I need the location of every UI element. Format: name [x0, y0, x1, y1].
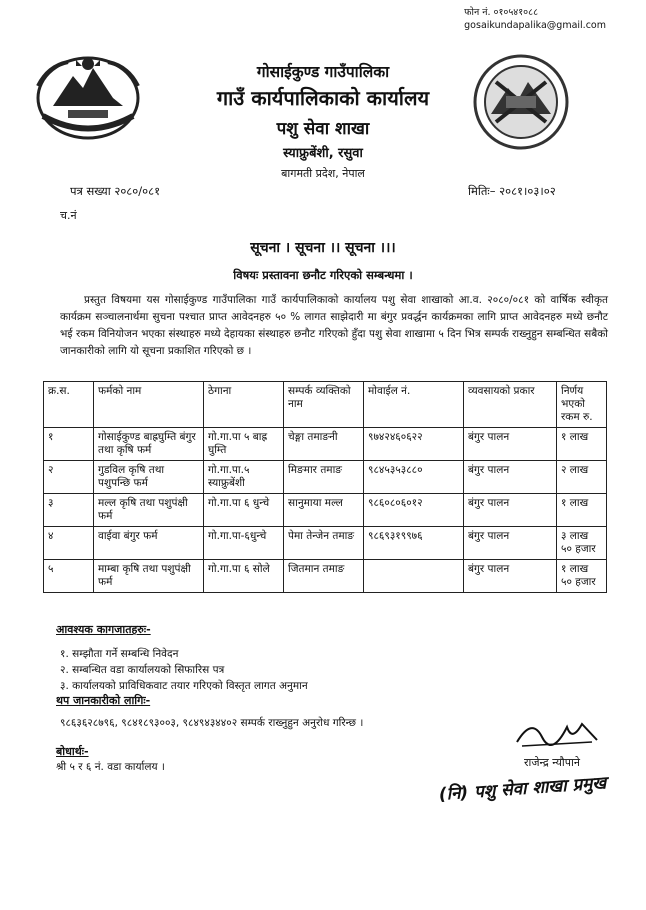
- table-cell: जितमान तमाङ: [284, 560, 364, 593]
- list-item: १. सम्झौता गर्ने सम्बन्धि निवेदन: [60, 648, 179, 660]
- table-cell: बंगुर पालन: [464, 494, 557, 527]
- table-cell: १ लाख ५० हजार: [557, 560, 607, 593]
- notice-title: सूचना । सूचना ।। सूचना ।।।: [250, 240, 396, 256]
- table-cell: गो.गा.पा ५ बाह्र घुम्ति: [204, 428, 284, 461]
- table-cell: ९८४५३५३८८०: [364, 461, 464, 494]
- subject-line: विषयः प्रस्तावना छनौट गरिएको सम्बन्धमा ।: [233, 268, 413, 282]
- list-item: २. सम्बन्धित वडा कार्यालयको सिफारिस पत्र: [60, 664, 225, 676]
- table-header-cell: क्र.स.: [44, 382, 94, 428]
- municipality-name: गोसाईकुण्ड गाउँपालिका: [256, 63, 390, 81]
- table-cell: ४: [44, 527, 94, 560]
- table-cell: १: [44, 428, 94, 461]
- table-header-cell: सम्पर्क व्यक्तिको नाम: [284, 382, 364, 428]
- email-address: gosaikundapalika@gmail.com: [464, 20, 606, 31]
- table-row: [44, 560, 607, 593]
- table-cell: माम्बा कृषि तथा पशुपंक्षी फर्म: [94, 560, 204, 593]
- contact-block: [464, 6, 606, 32]
- table-cell: गो.गा.पा ६ धुन्चे: [204, 494, 284, 527]
- province-name: बागमती प्रदेश, नेपाल: [281, 167, 365, 180]
- branch-name: पशु सेवा शाखा: [276, 119, 370, 139]
- table-cell: ५: [44, 560, 94, 593]
- requirements-list: [60, 646, 308, 694]
- table-row: [44, 461, 607, 494]
- table-header-cell: निर्णय भएको रकम रु.: [557, 382, 607, 428]
- table-cell: १ लाख: [557, 428, 607, 461]
- table-row: [44, 428, 607, 461]
- table-cell: ३ लाख ५० हजार: [557, 527, 607, 560]
- more-info-text: ९८६३६२८७९६, ९८४१८९३००३, ९८४९४३४४०२ सम्पर्क राख्नुहुन अनुरोध गरिन्छ ।: [60, 717, 364, 729]
- table-header-cell: फर्मको नाम: [94, 382, 204, 428]
- table-cell: चेङ्गा तमाङनी: [284, 428, 364, 461]
- table-cell: ९८६९३१९९७६: [364, 527, 464, 560]
- table-row: [44, 527, 607, 560]
- table-cell: बंगुर पालन: [464, 428, 557, 461]
- table-cell: ३: [44, 494, 94, 527]
- letter-date: मितिः– २०८१।०३।०२: [468, 184, 556, 198]
- table-cell: १ लाख: [557, 494, 607, 527]
- table-cell: २ लाख: [557, 461, 607, 494]
- info-to-text: श्री ५ र ६ नं. वडा कार्यालय ।: [56, 761, 165, 773]
- table-cell: बंगुर पालन: [464, 560, 557, 593]
- table-cell: वाईवा बंगुर फर्म: [94, 527, 204, 560]
- signatory-title: (नि) पशु सेवा शाखा प्रमुख: [438, 773, 607, 805]
- table-cell: २: [44, 461, 94, 494]
- table-header-cell: मोवाईल नं.: [364, 382, 464, 428]
- table-header-row: [44, 382, 607, 428]
- table-row: [44, 494, 607, 527]
- table-cell: पेमा तेन्जेन तमाङ: [284, 527, 364, 560]
- table-cell: [364, 560, 464, 593]
- selected-firms-table: [43, 381, 607, 593]
- list-item: ३. कार्यालयको प्राविधिकवाट तयार गरिएको विस्तृत लागत अनुमान: [60, 680, 308, 692]
- table-cell: गो.गा.पा-६धुन्चे: [204, 527, 284, 560]
- table-cell: गो.गा.पा ६ सोले: [204, 560, 284, 593]
- table-cell: बंगुर पालन: [464, 527, 557, 560]
- signatory-name: राजेन्द्र न्यौपाने: [524, 756, 580, 769]
- table-cell: मल्ल कृषि तथा पशुपंक्षी फर्म: [94, 494, 204, 527]
- table-cell: ९८६०८०६०१२: [364, 494, 464, 527]
- notice-body: प्रस्तुत विषयमा यस गोसाईकुण्ड गाउँपालिका गाउँ कार्यपालिकाको कार्यालय पशु सेवा शाखाको आ.व. २०८०/०८१ को वार्षिक स्वीकृत कार्यक्रम सञ्चालनार्थमा सुचना पश्चात प्राप्त आवेदनहरु ५० % लागत साझेदारी मा बंगुर प्रवर्द्धन कार्यक्रमका लागि प्राप्त आवेदनहरु मध्ये छनौट भई रकम विनियोजन भएका संस्थाहरु मध्ये देहायका संस्थाहरु छनौट गरिएको हुँदा पशु सेवा शाखामा ५ दिन भित्र सम्पर्क राख्नुहुन सम्बन्धित सबैको जानकारीको लागि यो सूचना प्रकाशित गरिएको छ ।: [60, 294, 608, 357]
- table-header-cell: व्यवसायको प्रकार: [464, 382, 557, 428]
- table-cell: गो.गा.पा.५ स्याफ्रुबेंशी: [204, 461, 284, 494]
- table-cell: सानुमाया मल्ल: [284, 494, 364, 527]
- info-to-title: बोधार्थः-: [56, 745, 89, 758]
- table-cell: बंगुर पालन: [464, 461, 557, 494]
- more-info-title: थप जानकारीको लागिः-: [56, 694, 151, 707]
- table-cell: ९७४२४६०६२२: [364, 428, 464, 461]
- office-name: गाउँ कार्यपालिकाको कार्यालय: [216, 86, 430, 110]
- signature-icon: [512, 712, 602, 752]
- table-cell: गोसाईकुण्ड बाह्रघुम्ति बंगुर तथा कृषि फर्म: [94, 428, 204, 461]
- dispatch-number: च.नं: [60, 209, 77, 222]
- table-cell: गुडविल कृषि तथा पशुपन्छि फर्म: [94, 461, 204, 494]
- office-location: स्याफ्रुबेंशी, रसुवा: [283, 146, 363, 161]
- requirements-title: आवश्यक कागजातहरुः-: [56, 623, 151, 636]
- phone-number: फोन नं. ०१०५४१०८८: [464, 7, 539, 18]
- table-header-cell: ठेगाना: [204, 382, 284, 428]
- letter-number: पत्र सख्या २०८०/०८१: [70, 184, 161, 198]
- table-cell: मिङमार तमाङ: [284, 461, 364, 494]
